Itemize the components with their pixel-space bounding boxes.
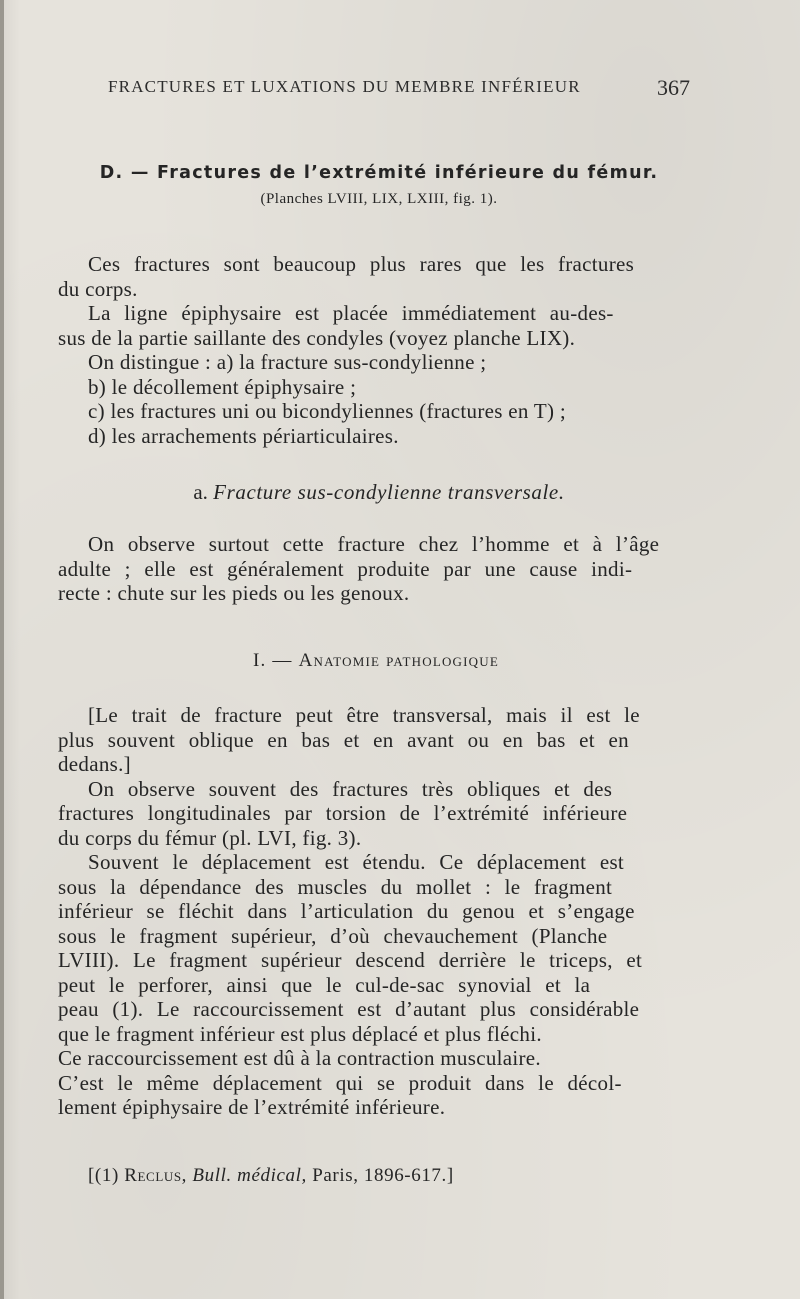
text-line: b) le décollement épiphysaire ;	[88, 374, 357, 399]
text-line: sous le fragment supérieur, d’où chevauchement (Planche	[58, 923, 608, 948]
text-line: adulte ; elle est généralement produite par une cause indi-	[58, 556, 633, 581]
text-line: [Le trait de fracture peut être transversal, mais il est le	[88, 703, 640, 727]
footnote	[88, 1165, 454, 1187]
text-line: dedans.]	[58, 752, 131, 776]
text-line: peut le perforer, ainsi que le cul-de-sac synovial et la	[58, 972, 591, 997]
text-line: On observe souvent des fractures très obliques et des	[88, 776, 613, 801]
text-line: La ligne épiphysaire est placée immédiatement au-des-	[88, 301, 614, 325]
text-line: On observe surtout cette fracture chez l’homme et à l’âge	[88, 532, 660, 556]
intro-paragraph	[58, 252, 694, 448]
text-line: lement épiphysaire de l’extrémité inférieure.	[58, 1095, 446, 1119]
text-line: du corps.	[58, 276, 138, 301]
text-line: Souvent le déplacement est étendu. Ce déplacement est	[88, 850, 625, 874]
plates-reference: (Planches LVIII, LIX, LXIII, fig. 1).	[260, 191, 498, 207]
text-line: sous la dépendance des muscles du mollet : le fragment	[58, 874, 613, 899]
text-line: C’est le même déplacement qui se produit dans le décol-	[58, 1070, 622, 1095]
footnote-author: Reclus,	[124, 1165, 188, 1186]
part-title: Anatomie pathologique	[298, 650, 499, 671]
running-head	[108, 77, 690, 103]
text-line: inférieur se fléchit dans l’articulation du genou et s’engage	[58, 899, 635, 923]
running-head-title: FRACTURES ET LUXATIONS DU MEMBRE INFÉRIEUR	[108, 77, 581, 96]
part-number: I. —	[253, 650, 293, 671]
text-line: que le fragment inférieur est plus déplacé et plus fléchi.	[58, 1021, 542, 1046]
page-edge	[0, 0, 4, 1299]
text-line: sus de la partie saillante des condyles (voyez planche LIX).	[58, 325, 576, 350]
pathology-paragraph	[58, 703, 694, 1120]
footnote-reference: Paris, 1896-617.]	[306, 1165, 454, 1186]
subsection-title: Fracture sus-condylienne transversale.	[213, 480, 565, 504]
section-title: D. — Fractures de l’extrémité inférieure du fémur.	[99, 163, 659, 183]
text-line: On distingue : a) la fracture sus-condylienne ;	[88, 350, 487, 374]
text-line: d) les arrachements périarticulaires.	[88, 423, 399, 448]
subsection-letter: a.	[193, 480, 208, 504]
subsection-heading	[58, 480, 700, 505]
text-line: plus souvent oblique en bas et en avant ou en bas et en	[58, 727, 629, 752]
book-page	[58, 0, 700, 1299]
footnote-marker: [(1)	[88, 1165, 125, 1186]
observation-paragraph	[58, 532, 694, 606]
page-number: 367	[657, 75, 690, 100]
part-heading	[58, 650, 694, 672]
text-line: c) les fractures uni ou bicondyliennes (fractures en T) ;	[88, 399, 566, 423]
text-line: Ce raccourcissement est dû à la contraction musculaire.	[58, 1046, 541, 1070]
text-line: fractures longitudinales par torsion de l’extrémité inférieure	[58, 801, 628, 825]
text-line: Ces fractures sont beaucoup plus rares que les fractures	[88, 252, 635, 276]
text-line: peau (1). Le raccourcissement est d’autant plus considérable	[58, 997, 640, 1021]
text-line: LVIII). Le fragment supérieur descend derrière le triceps, et	[58, 948, 643, 972]
text-line: recte : chute sur les pieds ou les genoux.	[58, 581, 410, 605]
text-line: du corps du fémur (pl. LVI, fig. 3).	[58, 825, 362, 850]
footnote-journal: Bull. médical,	[192, 1165, 307, 1186]
